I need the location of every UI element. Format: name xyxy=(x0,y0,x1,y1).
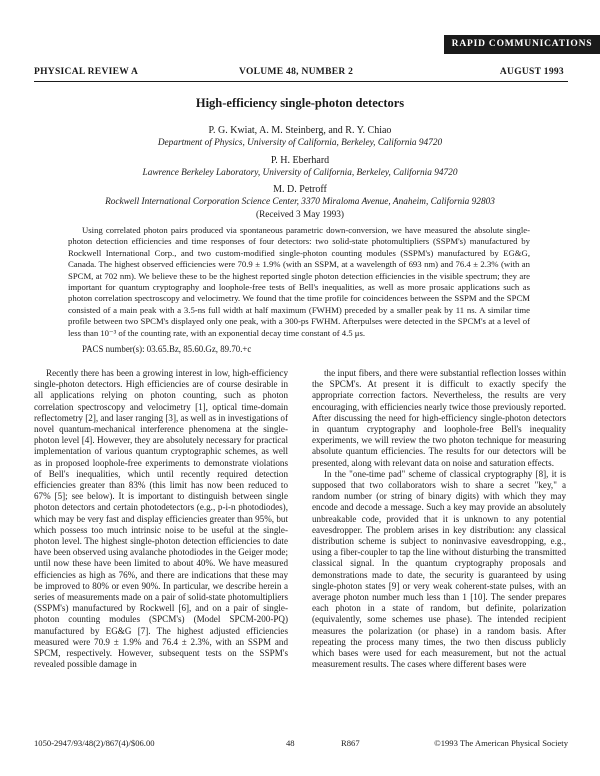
body-paragraph: In the "one-time pad" scheme of classical cryptography [8], it is supposed that two collaborators wish to share a secret "key," a random number (or string of binary digits) with which they may encode and decode a message. Such a key may provide an absolutely unbreakable code, provided that it is unknown to any potential eavesdropper. The problem arises in key distribution: any classical distribution scheme is subject to noninvasive eavesdropping, e.g., using a fiber-coupler to tap the line without disturbing the transmitted classical signal. In the quantum cryptography proposals and demonstrations made to date, the security is guaranteed by using single-photon states [9] or very weak coherent-state pulses, with an average photon number much less than 1 [10]. The sender prepares each photon in a state of random, but definite, polarization (equivalently, some schemes use phase). The intended recipient measures the polarization (or phase) in a random basis. After repeating the process many times, the two then discuss publicly which bases were used for each measurement, but not the actual measurement results. The cases where different bases were xyxy=(312,468,566,670)
footer-volume: 48 xyxy=(286,738,295,748)
section-tag: RAPID COMMUNICATIONS xyxy=(444,35,600,54)
body-paragraph: the input fibers, and there were substantial reflection losses within the SPCM's. At present it is difficult to exactly specify the appropriate correction factors. Nevertheless, the results are very encouraging, with efficiencies nearly twice those previously reported. After discussing the need for high-efficiency single-photon detectors in quantum cryptography and loophole-free Bell's inequality experiments, we will review the two photon technique for measuring absolute quantum efficiencies. The results for our detectors will be presented, along with relevant data on noise and saturation effects. xyxy=(312,368,566,468)
body-column-left xyxy=(34,368,288,670)
author-affiliation: Department of Physics, University of California, Berkeley, California 94720 xyxy=(157,138,443,148)
issue-date: AUGUST 1993 xyxy=(499,67,564,77)
body-column-right xyxy=(312,368,566,670)
page-footer xyxy=(34,738,568,750)
article-title: High-efficiency single-photon detectors xyxy=(195,96,405,110)
journal-name: PHYSICAL REVIEW A xyxy=(34,67,139,77)
pacs-numbers: PACS number(s): 03.65.Bz, 85.60.Gz, 89.70.+c xyxy=(82,344,252,354)
volume-number: VOLUME 48, NUMBER 2 xyxy=(239,67,354,77)
body-paragraph: Recently there has been a growing interest in low, high-efficiency single-photon detectors. High efficiencies are of course desirable in all applications relying on photon counting, such as photon correlation spectroscopy and velocimetry [1], optical time-domain reflectometry [2], and laser ranging [3], as well as in investigations of novel quantum-mechanical interference phenomena at the single-photon level [4]. However, they are absolutely necessary for practical implementation of various quantum cryptographic schemes, as well as in proposed loophole-free experiments to demonstrate violations of Bell's inequalities, which until recently required detection efficiencies greater than 83% (this limit has now been reduced to 67% [5]; see below). It is important to distinguish between single photon detectors and certain photodetectors (e.g., p-i-n photodiodes), which may be very fast and display efficiencies greater than 95%, but which possess too much intrinsic noise to be useful at the single-photon level. The highest single-photon detection efficiencies to date have been observed using avalanche photodiodes in the Geiger mode; until now these have been limited to about 40%. We have measured efficiencies as high as 76%, and there are indications that these may be improved to 80% or even 90%. In particular, we describe herein a series of measurements made on a pair of solid-state photomultipliers (SSPM's) manufactured by Rockwell [6], and on a pair of single-photon counting modules (SPCM's) (Model SPCM-200-PQ) manufactured by EG&G [7]. The highest adjusted efficiencies measured were 70.9 ± 1.9% and 76.4 ± 2.3%, with an SSPM and SPCM, respectively. However, subsequent tests on the SSPM's revealed possible damage in xyxy=(34,368,288,670)
received-date: (Received 3 May 1993) xyxy=(255,210,345,220)
author-names: P. H. Eberhard xyxy=(270,155,330,166)
copyright: ©1993 The American Physical Society xyxy=(434,738,568,748)
author-affiliation: Lawrence Berkeley Laboratory, University of California, Berkeley, California 94720 xyxy=(142,168,458,178)
running-head xyxy=(34,67,564,80)
author-affiliation: Rockwell International Corporation Science Center, 3370 Miraloma Avenue, Anaheim, California 92803 xyxy=(105,197,495,207)
author-names: M. D. Petroff xyxy=(273,184,327,195)
abstract: Using correlated photon pairs produced via spontaneous parametric down-conversion, we have measured the absolute single-photon detection efficiencies and time responses of four detectors: two solid-state photomultipliers (SSPM's) manufactured by Rockwell International Corp., and two custom-modified single-photon counting modules (SSPM's) manufactured by EG&G, Canada. The highest observed efficiencies were 70.9 ± 1.9% (with an SSPM, at a wavelength of 693 nm) and 76.4 ± 2.3% (with an SPCM, at 702 nm). We believe these to be the highest reported single photon detection efficiencies in the visible spectrum; they are important for quantum cryptography and loophole-free tests of Bell's inequalities, as well as more prosaic applications such as photon correlation spectroscopy and velocimetry. We found that the time profile for coincidences between the SSPM and the SPCM consisted of a main peak with a 3.5-ns full width at half maximum (FWHM) preceded by a smaller peak by 11 ns. A similar time profile between two SPCM's displayed only one peak, with a 300-ps FWHM. Afterpulses were detected in the SPCM's at a level of less than 10⁻³ of the counting rate, with an exponential decay time constant of 4.5 μs. xyxy=(68,225,530,338)
page-number: R867 xyxy=(341,738,360,748)
header-rule xyxy=(34,81,568,82)
author-names: P. G. Kwiat, A. M. Steinberg, and R. Y. Chiao xyxy=(208,125,392,136)
article-code: 1050-2947/93/48(2)/867(4)/$06.00 xyxy=(34,738,155,748)
